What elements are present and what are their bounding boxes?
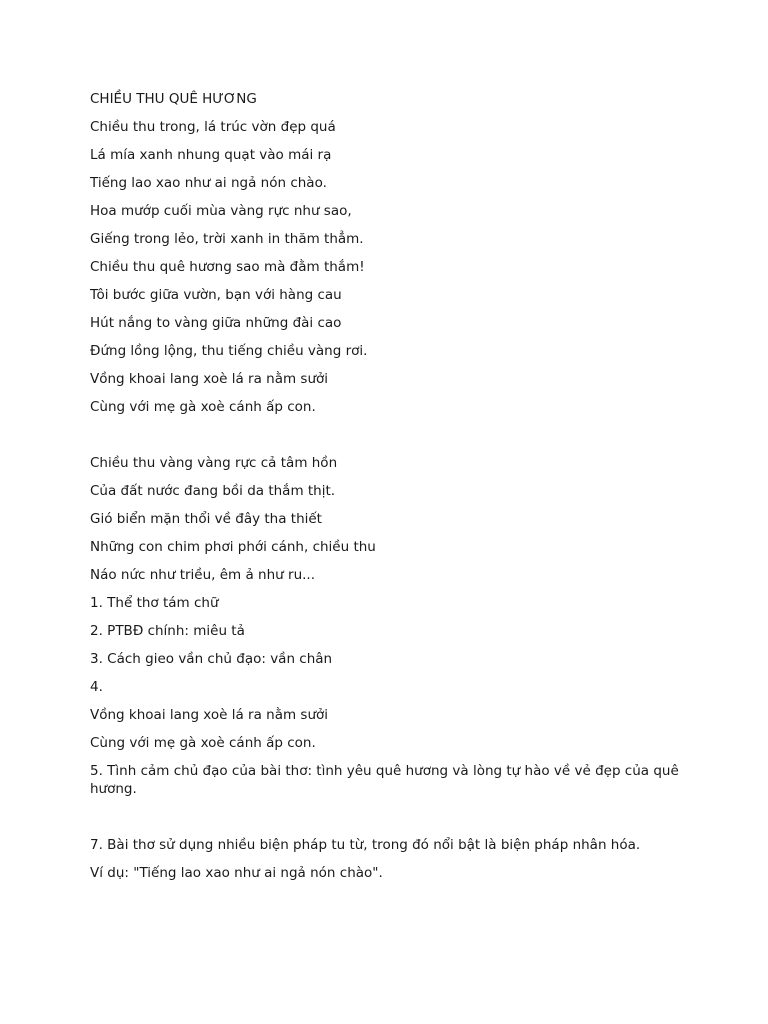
poem-line: Chiều thu quê hương sao mà đằm thắm! xyxy=(90,259,365,275)
poem-line: Chiều thu vàng vàng rực cả tâm hồn xyxy=(90,455,338,471)
poem-line: Tiếng lao xao như ai ngả nón chào. xyxy=(90,175,327,191)
poem-title: CHIỀU THU QUÊ HƯƠNG xyxy=(90,91,257,107)
poem-line: Gió biển mặn thổi về đây tha thiết xyxy=(90,511,322,527)
answers-section xyxy=(90,594,690,798)
document-page xyxy=(90,90,690,892)
answer-line: 3. Cách gieo vần chủ đạo: vần chân xyxy=(90,651,333,667)
answer-line: 5. Tình cảm chủ đạo của bài thơ: tình yêu quê hương và lòng tự hào về vẻ đẹp của quê hương. xyxy=(90,763,679,797)
answer-line: 2. PTBĐ chính: miêu tả xyxy=(90,623,245,639)
poem-line: Tôi bước giữa vườn, bạn với hàng cau xyxy=(90,287,342,303)
answer-line: Cùng với mẹ gà xoè cánh ấp con. xyxy=(90,735,316,751)
answer-line: 4. xyxy=(90,679,103,695)
poem-line: Vồng khoai lang xoè lá ra nằm sưởi xyxy=(90,371,329,387)
answer-line: Vồng khoai lang xoè lá ra nằm sưởi xyxy=(90,707,329,723)
answer-line: 7. Bài thơ sử dụng nhiều biện pháp tu từ, trong đó nổi bật là biện pháp nhân hóa. xyxy=(90,837,641,853)
poem-line: Lá mía xanh nhung quạt vào mái rạ xyxy=(90,147,332,163)
poem-line: Đứng lồng lộng, thu tiếng chiều vàng rơi. xyxy=(90,343,368,359)
stanza-2 xyxy=(90,454,690,584)
poem-line: Của đất nước đang bồi da thắm thịt. xyxy=(90,483,336,499)
poem-line: Chiều thu trong, lá trúc vờn đẹp quá xyxy=(90,119,336,135)
answer-line: Ví dụ: "Tiếng lao xao như ai ngả nón chào". xyxy=(90,865,383,881)
poem-line: Hoa mướp cuối mùa vàng rực như sao, xyxy=(90,203,352,219)
poem-line: Giếng trong lẻo, trời xanh in thăm thẳm. xyxy=(90,231,364,247)
answer-line: 1. Thể thơ tám chữ xyxy=(90,595,219,611)
blank-line xyxy=(90,808,690,836)
poem-line: Những con chim phơi phới cánh, chiều thu xyxy=(90,539,376,555)
answers-section-2 xyxy=(90,836,690,882)
blank-line xyxy=(90,426,690,454)
poem-line: Náo nức như triều, êm ả như ru... xyxy=(90,567,315,583)
poem-line: Cùng với mẹ gà xoè cánh ấp con. xyxy=(90,399,316,415)
stanza-1 xyxy=(90,118,690,416)
poem-line: Hút nắng to vàng giữa những đài cao xyxy=(90,315,342,331)
